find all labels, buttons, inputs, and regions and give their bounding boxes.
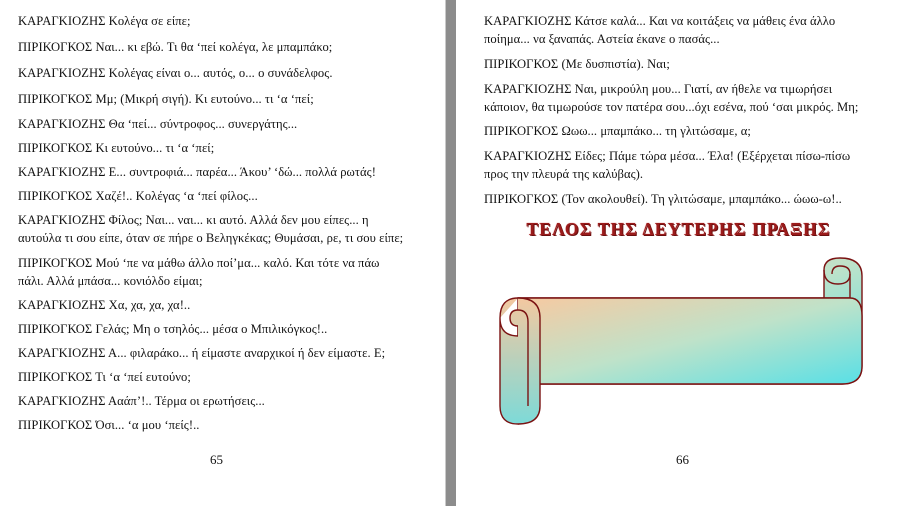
text-line: πάλι. Αλλά μπάσα... κονιόλδο είμαι; bbox=[18, 274, 203, 288]
page-number: 66 bbox=[676, 452, 689, 467]
text-line: ΠΙΡΙΚΟΓΚΟΣ Τι ‘α ‘πεί ευτούνο; bbox=[18, 370, 191, 384]
text-line: ΠΙΡΙΚΟΓΚΟΣ Μού ‘πε να μάθω άλλο ποί’μα... καλό. Και τότε να πάω bbox=[18, 256, 380, 270]
text-line: ΚΑΡΑΓΚΙΟΖΗΣ Α... φιλαράκο... ή είμαστε αναρχικοί ή δεν είμαστε. Ε; bbox=[18, 346, 386, 360]
scroll-banner-icon bbox=[498, 256, 868, 426]
text-line: ΚΑΡΑΓΚΙΟΖΗΣ Κάτσε καλά... Και να κοιτάξεις να μάθεις ένα άλλο bbox=[484, 14, 836, 28]
text-line: ΠΙΡΙΚΟΓΚΟΣ Ωωω... μπαμπάκο... τη γλιτώσαμε, α; bbox=[484, 124, 751, 138]
text-line: ΠΙΡΙΚΟΓΚΟΣ Μμ; (Μικρή σιγή). Κι ευτούνο... τι ‘α ‘πεί; bbox=[18, 92, 314, 106]
text-line: ΠΙΡΙΚΟΓΚΟΣ Όσι... ‘α μου ‘πείς!.. bbox=[18, 418, 200, 432]
act-end-title: ΤΕΛΟΣ ΤΗΣ ΔΕΥΤΕΡΗΣ ΠΡΑΞΗΣ bbox=[526, 219, 831, 239]
text-line: αυτούλα τι σου είπε, όταν σε πήρε ο Βεληγκέκας; Θυμάσαι, ρε, τι σου είπε; bbox=[18, 231, 404, 245]
text-line: ΠΙΡΙΚΟΓΚΟΣ (Τον ακολουθεί). Τη γλιτώσαμε, μπαμπάκο... ώωω-ω!.. bbox=[484, 192, 842, 206]
text-line: ΚΑΡΑΓΚΙΟΖΗΣ Είδες; Πάμε τώρα μέσα... Έλα! (Εξέρχεται πίσω-πίσω bbox=[484, 149, 851, 163]
text-line: ΚΑΡΑΓΚΙΟΖΗΣ Θα ‘πεί... σύντροφος... συνεργάτης... bbox=[18, 117, 298, 131]
text-line: προς την πλευρά της καλύβας). bbox=[484, 167, 644, 181]
text-line: ΠΙΡΙΚΟΓΚΟΣ Γελάς; Μη ο τσηλός... μέσα ο Μπιλικόγκος!.. bbox=[18, 322, 328, 336]
text-line: ΚΑΡΑΓΚΙΟΖΗΣ Κολέγας είναι ο... αυτός, ο... ο συνάδελφος. bbox=[18, 66, 333, 80]
text-line: ΠΙΡΙΚΟΓΚΟΣ Κι ευτούνο... τι ‘α ‘πεί; bbox=[18, 141, 215, 155]
page-number: 65 bbox=[210, 452, 223, 467]
text-line: ΠΙΡΙΚΟΓΚΟΣ (Με δυσπιστία). Ναι; bbox=[484, 57, 670, 71]
text-line: ΚΑΡΑΓΚΙΟΖΗΣ Ααάπ’!.. Τέρμα οι ερωτήσεις... bbox=[18, 394, 265, 408]
page-left bbox=[0, 0, 445, 506]
page-gutter bbox=[445, 0, 446, 506]
text-line: ΚΑΡΑΓΚΙΟΖΗΣ Ναι, μικρούλη μου... Γιατί, αν ήθελε να τιμωρήσει bbox=[484, 82, 833, 96]
text-line: ΠΙΡΙΚΟΓΚΟΣ Χαζέ!.. Κολέγας ‘α ‘πεί φίλος... bbox=[18, 189, 258, 203]
text-line: ΚΑΡΑΓΚΙΟΖΗΣ Κολέγα σε είπε; bbox=[18, 14, 191, 28]
page-right bbox=[456, 0, 901, 506]
text-line: ποίημα... να ξαναπάς. Αστεία έκανε ο πασάς... bbox=[484, 32, 720, 46]
text-line: ΚΑΡΑΓΚΙΟΖΗΣ Ε... συντροφιά... παρέα... Άκου’ ‘δώ... πολλά ρωτάς! bbox=[18, 165, 376, 179]
text-line: κάποιον, θα τιμωρούσε τον πατέρα σου...όχι εσένα, πού ‘σαι μικρός. Μη; bbox=[484, 100, 859, 114]
text-line: ΚΑΡΑΓΚΙΟΖΗΣ Φίλος; Ναι... ναι... κι αυτό. Αλλά δεν μου είπες... η bbox=[18, 213, 369, 227]
text-line: ΠΙΡΙΚΟΓΚΟΣ Ναι... κι εβώ. Τι θα ‘πεί κολέγα, λε μπαμπάκο; bbox=[18, 40, 333, 54]
text-line: ΚΑΡΑΓΚΙΟΖΗΣ Χα, χα, χα, χα!.. bbox=[18, 298, 191, 312]
